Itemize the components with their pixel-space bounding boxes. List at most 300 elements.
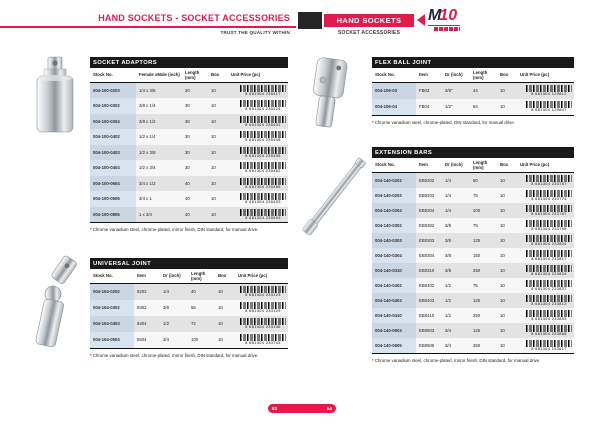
- cell-item: 5202: [137, 289, 147, 294]
- table-body: [372, 83, 574, 116]
- table-body: [90, 83, 288, 224]
- table-footnote: [372, 120, 574, 125]
- barcode: [526, 310, 572, 321]
- barcode-bars: [240, 318, 286, 325]
- barcode-bars: [240, 193, 286, 200]
- cell-dr: 1/4: [163, 289, 169, 294]
- page-number-left: 63: [272, 406, 278, 411]
- cell-stock: 004-100-0606: [90, 191, 136, 207]
- barcode-bars: [526, 235, 572, 242]
- table-row: [90, 207, 288, 223]
- table-row: [372, 203, 574, 218]
- barcode: [240, 85, 286, 96]
- cell-stock: 004-140-0303: [372, 233, 416, 248]
- table-row: [372, 83, 574, 99]
- chevron-left-icon: [417, 14, 425, 26]
- page-title: HAND SOCKETS - SOCKET ACCESSORIES: [98, 13, 290, 23]
- col-length: Length (mm): [185, 69, 200, 80]
- cell-length: 100: [191, 337, 199, 342]
- barcode-number: 8 681304 233787: [531, 211, 567, 216]
- barcode: [240, 162, 286, 173]
- barcode: [526, 85, 572, 96]
- cell-item: EB0403: [419, 297, 435, 303]
- table-title: UNIVERSAL JOINT: [90, 258, 288, 269]
- table-row: [90, 129, 288, 145]
- barcode: [240, 318, 286, 329]
- cell-unit-price: [517, 310, 574, 321]
- flex-ball-joint-table: [372, 57, 574, 125]
- barcode-bars: [526, 325, 572, 332]
- cell-item: FB03: [419, 88, 430, 93]
- cell-size: 1/2 x 3/8: [139, 149, 156, 155]
- barcode: [526, 280, 572, 291]
- table-footnote: [90, 227, 288, 232]
- cell-box: 10: [500, 327, 505, 333]
- barcode: [240, 286, 286, 297]
- cell-stock: 004-100-0404: [90, 160, 136, 176]
- cell-box: 10: [500, 267, 505, 273]
- cell-dr: 1/4: [445, 192, 451, 198]
- cell-box: 10: [500, 177, 505, 183]
- barcode: [240, 209, 286, 220]
- cell-stock: 004-100-0402: [90, 129, 136, 145]
- cell-length: 40: [185, 180, 190, 186]
- barcode: [526, 175, 572, 186]
- barcode-bars: [526, 175, 572, 182]
- cell-unit-price: [517, 340, 574, 351]
- barcode-bars: [240, 302, 286, 309]
- extension-bar-photo: [294, 150, 372, 246]
- cell-length: 20: [185, 87, 190, 93]
- barcode-number: 8 681304 129847: [531, 108, 567, 112]
- barcode: [240, 334, 286, 345]
- barcode-bars: [240, 334, 286, 341]
- table-row: [372, 99, 574, 115]
- cell-length: 64: [473, 104, 478, 109]
- barcode: [526, 265, 572, 276]
- table-footnote: [90, 353, 288, 358]
- cell-size: 1/2 x 1/4: [139, 134, 156, 140]
- col-female-male: Female xMale (inch): [139, 72, 180, 77]
- table-body: [90, 284, 288, 349]
- cell-unit-price: [228, 131, 288, 142]
- barcode-number: 8 681304 233853: [531, 316, 567, 321]
- barcode-number: 8 681304 233767: [531, 181, 567, 186]
- cell-dr: 3/8": [445, 88, 453, 93]
- cell-item: FB04: [419, 104, 430, 109]
- cell-size: 1/2 x 3/4: [139, 165, 156, 171]
- cell-dr: 3/8: [445, 252, 451, 258]
- cell-length: 250: [473, 312, 481, 318]
- cell-item: EB0203: [419, 192, 435, 198]
- barcode-bars: [526, 220, 572, 227]
- barcode-number: 8 681304 235417: [245, 91, 281, 96]
- cell-length: 150: [473, 252, 481, 258]
- cell-dr: 3/8: [445, 267, 451, 273]
- table-row: [372, 248, 574, 263]
- cell-stock: 004-106-04: [372, 99, 416, 115]
- barcode: [526, 340, 572, 351]
- cell-length: 30: [185, 149, 190, 155]
- cell-stock: 004-140-0310: [372, 263, 416, 278]
- table-row: [90, 83, 288, 99]
- barcode-number: 8 681304 235462: [245, 169, 281, 174]
- logo-number-10: 10: [439, 7, 458, 24]
- footnote-text: Chrome vanadium steel, chrome-plated, mirror finish, DIN standard, for manual drive.: [92, 352, 259, 358]
- table-row: [90, 145, 288, 161]
- cell-item: EB0402: [419, 282, 435, 288]
- col-dr: Dr (inch): [445, 162, 463, 167]
- cell-length: 40: [185, 211, 190, 217]
- barcode-bars: [240, 100, 286, 107]
- footnote-text: Chrome vanadium steel, chrome-plated, DIN standard, for manual drive.: [374, 119, 516, 125]
- barcode-number: 8 681304 129812: [531, 92, 567, 96]
- footnote-text: Chrome vanadium steel, chrome-plated, mirror finish, DIN standard, for manual drive.: [92, 227, 259, 232]
- cell-dr: 1/4: [445, 207, 451, 213]
- table-header-row: [372, 68, 574, 83]
- table-row: [90, 300, 288, 316]
- barcode-number: 8 681304 235509: [245, 215, 281, 220]
- barcode-bars: [240, 209, 286, 216]
- cell-item: EB0204: [419, 207, 435, 213]
- barcode-bars: [526, 340, 572, 347]
- cell-length: 30: [185, 103, 190, 109]
- barcode: [526, 101, 572, 112]
- barcode: [240, 131, 286, 142]
- col-box: Box: [500, 162, 509, 167]
- cell-box: 10: [500, 297, 505, 303]
- cell-unit-price: [517, 265, 574, 276]
- cell-item: 5302: [137, 305, 147, 310]
- asterisk: *: [372, 119, 374, 125]
- cell-length: 75: [473, 222, 478, 228]
- col-box: Box: [218, 273, 227, 278]
- cell-length: 44: [473, 88, 478, 93]
- table-row: [90, 114, 288, 130]
- cell-unit-price: [517, 85, 574, 96]
- section-subtitle: SOCKET ACCESSORIES: [337, 30, 401, 36]
- page-number-bar: [268, 404, 336, 413]
- cell-box: 10: [500, 237, 505, 243]
- cell-dr: 1/2: [445, 312, 451, 318]
- table-title: EXTENSION BARS: [372, 147, 574, 158]
- barcode: [526, 220, 572, 231]
- table-row: [372, 233, 574, 248]
- cell-stock: 004-140-0403: [372, 293, 416, 308]
- cell-box: 10: [218, 305, 223, 310]
- cell-stock: 004-140-0202: [372, 173, 416, 188]
- barcode-number: 8 681304 233837: [531, 286, 567, 291]
- cell-length: 125: [473, 297, 481, 303]
- table-row: [372, 278, 574, 293]
- table-row: [372, 263, 574, 278]
- cell-stock: 004-104-0504: [90, 332, 134, 348]
- page-number-right: 64: [326, 406, 332, 411]
- cell-length: 56: [191, 305, 196, 310]
- socket-adaptors-table: [90, 57, 288, 232]
- barcode-bars: [526, 310, 572, 317]
- barcode-bars: [240, 131, 286, 138]
- cell-unit-price: [228, 193, 288, 204]
- cell-stock: 004-100-0403: [90, 145, 136, 161]
- cell-stock: 004-140-0302: [372, 218, 416, 233]
- cell-box: 10: [211, 103, 216, 109]
- cell-length: 30: [185, 118, 190, 124]
- cell-unit-price: [517, 101, 574, 112]
- col-stock-no: Stock No.: [93, 273, 113, 278]
- cell-item: 5504: [137, 337, 147, 342]
- col-dr: Dr (inch): [445, 72, 463, 77]
- cell-dr: 1/2: [445, 282, 451, 288]
- barcode: [526, 190, 572, 201]
- cell-item: EB0303: [419, 237, 435, 243]
- barcode: [240, 178, 286, 189]
- cell-dr: 3/8: [163, 305, 169, 310]
- cell-item: EB0603: [419, 327, 435, 333]
- cell-unit-price: [228, 147, 288, 158]
- cell-length: 125: [473, 327, 481, 333]
- barcode-bars: [526, 250, 572, 257]
- cell-dr: 3/4: [163, 337, 169, 342]
- cell-unit-price: [228, 209, 288, 220]
- cell-length: 75: [473, 192, 478, 198]
- col-box: Box: [211, 72, 220, 77]
- universal-joint-table: [90, 258, 288, 358]
- table-row: [90, 316, 288, 332]
- cell-stock: 004-104-0403: [90, 316, 134, 332]
- barcode-number: 8 681304 233866: [531, 331, 567, 336]
- cell-dr: 1/4: [445, 177, 451, 183]
- barcode: [240, 147, 286, 158]
- cell-box: 10: [500, 282, 505, 288]
- cell-unit-price: [235, 302, 288, 313]
- cell-unit-price: [235, 286, 288, 297]
- cell-length: 125: [473, 237, 481, 243]
- cell-size: 1 x 3/4: [139, 211, 152, 217]
- logo-underline: [428, 25, 460, 27]
- cell-stock: 004-140-0203: [372, 188, 416, 203]
- tagline: TRUST THE QUALITY WITHIN: [220, 30, 290, 35]
- barcode-bars: [526, 280, 572, 287]
- table-row: [372, 218, 574, 233]
- cell-box: 10: [500, 192, 505, 198]
- cell-item: 5404: [137, 321, 147, 326]
- cell-length: 250: [473, 342, 481, 348]
- cell-box: 10: [500, 207, 505, 213]
- barcode-bars: [526, 190, 572, 197]
- cell-unit-price: [517, 220, 574, 231]
- cell-stock: 004-106-03: [372, 83, 416, 99]
- col-length: Length (mm): [473, 159, 488, 170]
- table-row: [372, 293, 574, 308]
- barcode-bars: [526, 101, 572, 108]
- cell-dr: 1/2: [163, 321, 169, 326]
- cell-size: 3/4 x 1: [139, 196, 152, 202]
- cell-box: 10: [211, 149, 216, 155]
- barcode: [526, 250, 572, 261]
- table-row: [372, 173, 574, 188]
- cell-length: 30: [185, 134, 190, 140]
- table-row: [372, 188, 574, 203]
- barcode: [240, 302, 286, 313]
- cell-unit-price: [517, 280, 574, 291]
- col-unit-price: Unit Price (pc): [520, 72, 550, 77]
- cell-item: EB0605: [419, 342, 435, 348]
- cell-box: 10: [211, 196, 216, 202]
- barcode-number: 8 681304 233129: [245, 309, 281, 313]
- table-row: [90, 176, 288, 192]
- cell-length: 50: [473, 177, 478, 183]
- cell-unit-price: [517, 175, 574, 186]
- table-footnote: [372, 358, 574, 363]
- cell-unit-price: [228, 116, 288, 127]
- barcode-bars: [240, 85, 286, 92]
- asterisk: *: [90, 352, 92, 358]
- col-dr: Dr (inch): [163, 273, 181, 278]
- cell-box: 10: [211, 165, 216, 171]
- m10-logo: [428, 8, 460, 31]
- barcode: [526, 205, 572, 216]
- logo-squares: [434, 27, 460, 31]
- barcode-number: 8 681304 233812: [531, 301, 567, 306]
- barcode-bars: [240, 147, 286, 154]
- barcode-number: 8 681304 233817: [531, 256, 567, 261]
- cell-length: 40: [185, 196, 190, 202]
- cell-stock: 004-100-0604: [90, 176, 136, 192]
- cell-dr: 3/8: [445, 222, 451, 228]
- flex-ball-joint-photo: [297, 54, 363, 140]
- asterisk: *: [372, 357, 374, 363]
- col-length: Length (mm): [473, 69, 488, 80]
- col-unit-price: Unit Price (pc): [238, 273, 268, 278]
- cell-box: 10: [500, 342, 505, 348]
- cell-stock: 004-140-0304: [372, 248, 416, 263]
- asterisk: *: [90, 227, 92, 232]
- cell-dr: 3/8: [445, 237, 451, 243]
- barcode-number: 8 681304 235448: [245, 138, 281, 143]
- cell-unit-price: [235, 334, 288, 345]
- cell-size: 3/4 x 1/2: [139, 180, 156, 186]
- col-stock-no: Stock No.: [93, 72, 113, 77]
- table-header-row: [90, 68, 288, 83]
- barcode-number: 8 681304 235486: [245, 184, 281, 189]
- cell-dr: 1/2": [445, 104, 453, 109]
- cell-stock: 004-140-0410: [372, 308, 416, 323]
- cell-item: EB0202: [419, 177, 435, 183]
- barcode-bars: [240, 286, 286, 293]
- table-row: [90, 98, 288, 114]
- barcode: [240, 100, 286, 111]
- barcode-bars: [240, 116, 286, 123]
- cell-size: 3/8 x 1/4: [139, 103, 156, 109]
- footnote-text: Chrome vanadium steel, chrome-plated, mirror finish, DIN standard, for manual drive.: [374, 357, 541, 363]
- cell-stock: 004-100-0203: [90, 83, 136, 99]
- cell-unit-price: [228, 100, 288, 111]
- table-row: [372, 338, 574, 353]
- cell-box: 10: [211, 211, 216, 217]
- table-row: [90, 160, 288, 176]
- barcode-number: 8 681304 235424: [245, 107, 281, 112]
- barcode-bars: [526, 205, 572, 212]
- barcode-number: 8 681304 233824: [531, 271, 567, 276]
- cell-size: 3/8 x 1/2: [139, 118, 156, 124]
- barcode-number: 8 681304 233804: [531, 241, 567, 246]
- cell-box: 10: [211, 180, 216, 186]
- cell-length: 40: [191, 289, 196, 294]
- cell-stock: 004-140-0603: [372, 323, 416, 338]
- cell-length: 30: [185, 165, 190, 171]
- col-box: Box: [500, 72, 509, 77]
- table-row: [90, 332, 288, 348]
- cell-box: 10: [500, 252, 505, 258]
- header-divider: [0, 26, 296, 28]
- col-stock-no: Stock No.: [375, 72, 395, 77]
- cell-unit-price: [228, 178, 288, 189]
- col-item: Item: [137, 273, 146, 278]
- cell-stock: 004-100-0304: [90, 114, 136, 130]
- barcode: [526, 295, 572, 306]
- table-header-row: [90, 269, 288, 284]
- col-item: Item: [419, 72, 428, 77]
- cell-unit-price: [517, 325, 574, 336]
- col-unit-price: Unit Price (pc): [231, 72, 261, 77]
- cell-dr: 1/2: [445, 297, 451, 303]
- cell-unit-price: [228, 162, 288, 173]
- cell-stock: 004-140-0605: [372, 338, 416, 353]
- cell-stock: 004-100-0806: [90, 207, 136, 223]
- cell-dr: 3/4: [445, 327, 451, 333]
- cell-unit-price: [517, 205, 574, 216]
- cell-box: 10: [211, 134, 216, 140]
- cell-box: 10: [218, 289, 223, 294]
- cell-box: 10: [218, 321, 223, 326]
- logo-letter-m: M: [428, 7, 442, 24]
- cell-unit-price: [517, 250, 574, 261]
- barcode: [240, 193, 286, 204]
- table-body: [372, 173, 574, 354]
- cell-item: EB0304: [419, 252, 435, 258]
- cell-box: 10: [211, 118, 216, 124]
- cell-length: 250: [473, 267, 481, 273]
- barcode-bars: [526, 85, 572, 92]
- section-banner: HAND SOCKETS: [324, 14, 414, 27]
- barcode-bars: [526, 265, 572, 272]
- cell-item: EB0310: [419, 267, 435, 273]
- socket-adaptor-photo: [26, 54, 84, 138]
- cell-unit-price: [517, 190, 574, 201]
- barcode-number: 8 681304 233136: [245, 325, 281, 329]
- cell-item: EB0302: [419, 222, 435, 228]
- barcode: [240, 116, 286, 127]
- cell-item: EB0410: [419, 312, 435, 318]
- barcode-number: 8 681304 153617: [531, 346, 567, 351]
- barcode-number: 8 681304 235493: [245, 200, 281, 205]
- table-row: [90, 191, 288, 207]
- barcode-number: 8 681304 233123: [245, 293, 281, 297]
- table-header-row: [372, 158, 574, 173]
- barcode-bars: [240, 178, 286, 185]
- cell-stock: 004-104-0202: [90, 284, 134, 300]
- col-stock-no: Stock No.: [375, 162, 395, 167]
- barcode: [526, 325, 572, 336]
- barcode: [526, 235, 572, 246]
- barcode-bars: [240, 162, 286, 169]
- cell-size: 1/4 x 3/8: [139, 87, 156, 93]
- table-row: [372, 308, 574, 323]
- cell-box: 10: [500, 88, 505, 93]
- col-item: Item: [419, 162, 428, 167]
- barcode-number: 8 681304 233743: [245, 341, 281, 345]
